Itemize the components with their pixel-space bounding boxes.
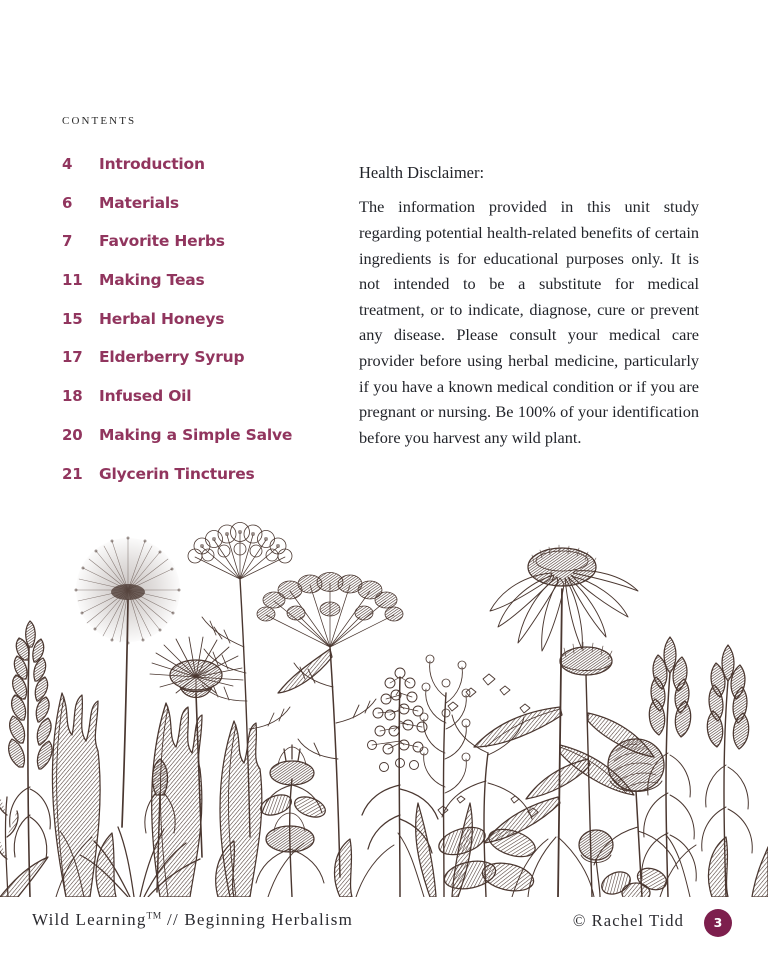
- toc-entry-label: Introduction: [99, 155, 205, 173]
- toc-entry-label: Elderberry Syrup: [99, 348, 245, 367]
- toc-entry[interactable]: [62, 348, 362, 387]
- page-footer: [0, 897, 768, 970]
- toc-page-number: 17: [62, 348, 83, 367]
- toc-page-number: 6: [62, 193, 73, 212]
- toc-page-number: 7: [62, 232, 73, 251]
- toc-entry[interactable]: [62, 271, 362, 310]
- toc-page-number: 11: [62, 271, 83, 290]
- plant-lavender: [9, 621, 52, 897]
- toc-page-number: 20: [62, 425, 83, 444]
- toc-entry-label: Glycerin Tinctures: [99, 464, 255, 483]
- footer-separator: //: [161, 910, 185, 929]
- toc-entry[interactable]: [62, 232, 362, 271]
- footer-brand-name: Wild Learning: [32, 910, 147, 929]
- toc-page-number: 15: [62, 309, 83, 328]
- toc-entry-label: Infused Oil: [99, 387, 192, 406]
- toc-entry-label: Making Teas: [99, 271, 205, 290]
- toc-page-number: 4: [62, 155, 73, 173]
- toc-entry[interactable]: [62, 387, 362, 426]
- plant-plantain: [435, 674, 538, 897]
- toc-entry-label: Making a Simple Salve: [99, 425, 293, 444]
- toc-entry-label: Favorite Herbs: [99, 232, 225, 251]
- disclaimer-body: The information provided in this unit study regarding potential health-related benefits of certain ingredients is for educational purposes only. It is not intended to be a substitute for medical treatment, or to indicate, diagnose, cure or prevent any disease. Please consult your medical care provider before using herbal medicine, particularly if you have a known medical condition or if you are pregnant or nursing. Be 100% of your identification before you harvest any wild plant.: [359, 197, 699, 447]
- disclaimer-title: Health Disclaimer:: [359, 163, 485, 182]
- toc-entry[interactable]: [62, 155, 362, 194]
- toc-page-number: 21: [62, 464, 83, 483]
- botanical-illustration: [0, 497, 768, 897]
- trademark-icon: TM: [146, 911, 162, 922]
- toc-page-number: 18: [62, 387, 83, 406]
- health-disclaimer: [359, 162, 699, 450]
- table-of-contents: [62, 155, 362, 503]
- toc-entry[interactable]: [62, 310, 362, 349]
- toc-entry-label: Herbal Honeys: [99, 309, 225, 328]
- toc-entry-label: Materials: [99, 193, 179, 212]
- toc-entry[interactable]: [62, 426, 362, 465]
- page-title: contents: [62, 112, 137, 128]
- plant-mint: [256, 745, 328, 897]
- footer-title: Beginning Herbalism: [184, 910, 354, 929]
- footer-copyright: © Rachel Tidd: [572, 911, 684, 930]
- footer-brand: [32, 910, 353, 930]
- toc-entry[interactable]: [62, 194, 362, 233]
- plant-wormwood: [416, 655, 473, 897]
- page-number-badge: 3: [704, 909, 732, 937]
